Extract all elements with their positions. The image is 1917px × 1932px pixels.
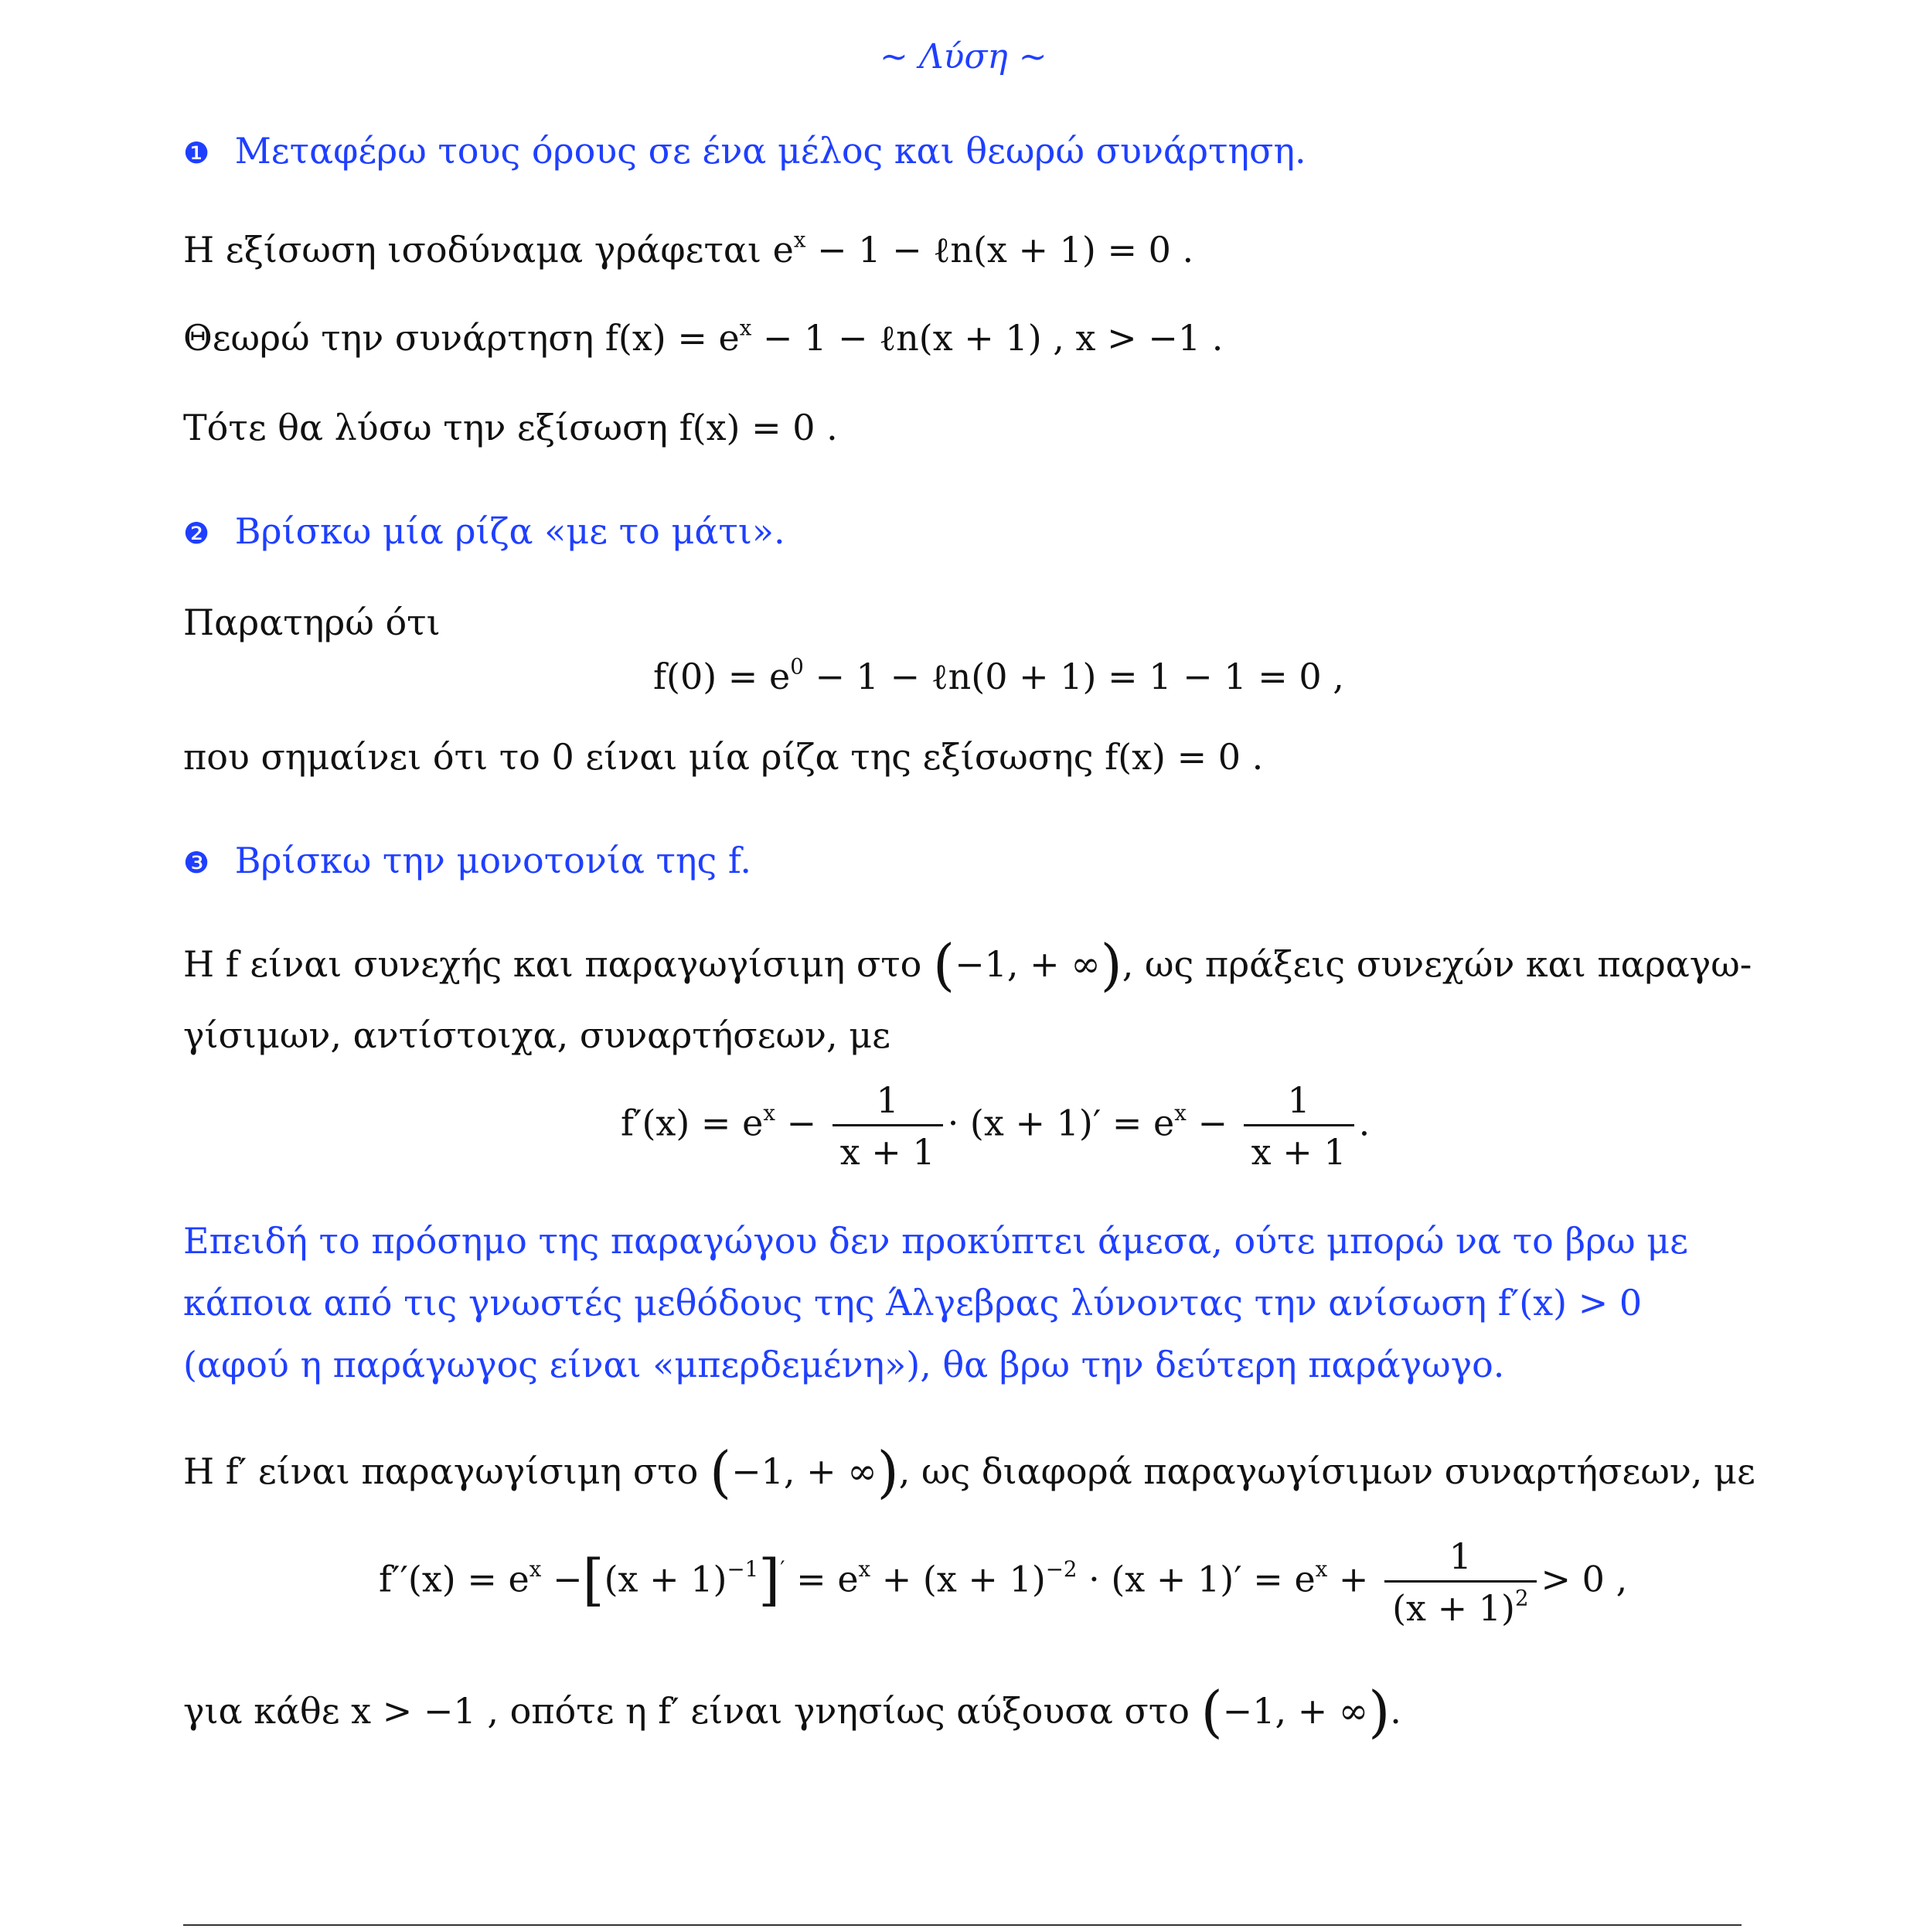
equation-rewrite-line	[183, 227, 1194, 271]
step-1-text: Μεταφέρω τους όρους σε ένα μέλος και θεωρώ συνάρτηση.	[234, 130, 1306, 172]
step-1-heading	[183, 130, 1306, 172]
fraction	[833, 1079, 943, 1173]
text-run: Η f είναι συνεχής και παραγωγίσιμη στο	[183, 943, 933, 985]
math-run: = e	[785, 1558, 859, 1600]
observe-line: Παρατηρώ ότι	[183, 601, 441, 643]
second-derivative-intro	[183, 1440, 1755, 1504]
denominator: x + 1	[1251, 1131, 1347, 1173]
math-run: −	[1186, 1102, 1228, 1144]
superscript: x	[739, 315, 752, 341]
step-1-marker: ❶	[183, 136, 210, 170]
math-run: e	[772, 229, 794, 271]
numerator: 1	[1384, 1538, 1536, 1583]
note-line-3: (αφού η παράγωγος είναι «μπερδεμένη»), θα βρω την δεύτερη παράγωγο.	[183, 1344, 1505, 1385]
footer-rule	[183, 1924, 1742, 1926]
monotonicity-conclusion	[183, 1679, 1401, 1744]
interval: −1, + ∞	[1222, 1690, 1369, 1732]
superscript: −1	[727, 1556, 759, 1583]
superscript: −2	[1045, 1556, 1078, 1583]
superscript: ′	[780, 1556, 785, 1583]
math-run: f(x) = 0 .	[1105, 736, 1264, 778]
superscript: 2	[1514, 1585, 1529, 1611]
text-run: Η εξίσωση ισοδύναμα γράφεται	[183, 229, 773, 271]
text-run: .	[1390, 1690, 1401, 1732]
superscript: x	[858, 1556, 871, 1583]
step-2-marker: ❷	[183, 516, 210, 550]
superscript: 0	[790, 653, 804, 680]
denominator	[1384, 1583, 1536, 1629]
math-run: −	[775, 1102, 817, 1144]
step-3-text: Βρίσκω την μονοτονία της f.	[234, 840, 751, 881]
step-2-text: Βρίσκω μία ρίζα «με το μάτι».	[234, 510, 785, 552]
root-conclusion-line	[183, 736, 1264, 778]
math-run: (x + 1)	[1392, 1587, 1515, 1629]
text-run: Η f′ είναι παραγωγίσιμη στο	[183, 1450, 710, 1492]
math-run: − 1 − ℓn(x + 1) , x > −1 .	[751, 317, 1224, 359]
text-run: για κάθε x > −1 , οπότε η f′ είναι γνησίως αύξουσα στο	[183, 1690, 1201, 1732]
note-line-2: κάποια από τις γνωστές μεθόδους της Άλγεβρας λύνοντας την ανίσωση f′(x) > 0	[183, 1282, 1643, 1324]
math-run: f(0) = e	[653, 656, 791, 697]
text-run: , ως διαφορά παραγωγίσιμων συναρτήσεων, με	[898, 1450, 1755, 1492]
continuity-line	[183, 932, 1752, 997]
solution-title: ~ Λύση ~	[880, 37, 1047, 77]
superscript: x	[1174, 1100, 1187, 1126]
denominator: x + 1	[839, 1131, 935, 1173]
paren-left: (	[1200, 1679, 1223, 1744]
interval: −1, + ∞	[955, 943, 1101, 985]
paren-right: )	[877, 1440, 899, 1504]
root-equation	[653, 653, 1344, 697]
text-run: , ως πράξεις συνεχών και παραγω-	[1122, 943, 1752, 985]
text-run: Θεωρώ την συνάρτηση	[183, 317, 605, 359]
superscript: x	[1315, 1556, 1328, 1583]
step-2-heading	[183, 510, 785, 552]
text-run: που σημαίνει ότι το 0 είναι μία ρίζα της εξίσωσης	[183, 736, 1105, 778]
paren-right: )	[1368, 1679, 1391, 1744]
math-run: f′′(x) = e	[379, 1558, 529, 1600]
bracket-right: ]	[758, 1547, 781, 1613]
math-run: −	[541, 1558, 583, 1600]
superscript: x	[529, 1556, 542, 1583]
superscript: x	[763, 1100, 775, 1126]
numerator: 1	[833, 1082, 943, 1126]
math-run: (x + 1)	[604, 1558, 727, 1600]
note-line-1: Επειδή το πρόσημο της παραγώγου δεν προκύπτει άμεσα, ούτε μπορώ να το βρω με	[183, 1220, 1688, 1262]
math-run: + (x + 1)	[870, 1558, 1046, 1600]
paren-left: (	[933, 932, 955, 997]
step-3-heading	[183, 840, 751, 881]
numerator: 1	[1244, 1082, 1354, 1126]
math-run: f′(x) = e	[621, 1102, 764, 1144]
text-run: Τότε θα λύσω την εξίσωση	[183, 407, 679, 448]
math-run: > 0 ,	[1541, 1558, 1628, 1600]
bracket-left: [	[582, 1547, 604, 1613]
paren-left: (	[710, 1440, 732, 1504]
math-run: f(x) = e	[604, 317, 740, 359]
second-derivative-equation	[379, 1535, 1628, 1629]
math-run: · (x + 1)′ = e	[947, 1102, 1175, 1144]
solve-line	[183, 407, 838, 448]
first-derivative-equation	[621, 1079, 1371, 1173]
math-run: − 1 − ℓn(x + 1) = 0 .	[805, 229, 1194, 271]
math-run: .	[1358, 1102, 1371, 1144]
continuity-line-2: γίσιμων, αντίστοιχα, συναρτήσεων, με	[183, 1014, 890, 1056]
paren-right: )	[1100, 932, 1122, 997]
function-definition-line	[183, 315, 1224, 359]
math-run: +	[1327, 1558, 1369, 1600]
fraction	[1244, 1079, 1354, 1173]
interval: −1, + ∞	[731, 1450, 877, 1492]
math-run: − 1 − ℓn(0 + 1) = 1 − 1 = 0 ,	[803, 656, 1344, 697]
superscript: x	[793, 227, 806, 253]
math-run: · (x + 1)′ = e	[1077, 1558, 1316, 1600]
math-run: f(x) = 0 .	[679, 407, 838, 448]
step-3-marker: ❸	[183, 846, 210, 880]
fraction	[1384, 1535, 1536, 1629]
